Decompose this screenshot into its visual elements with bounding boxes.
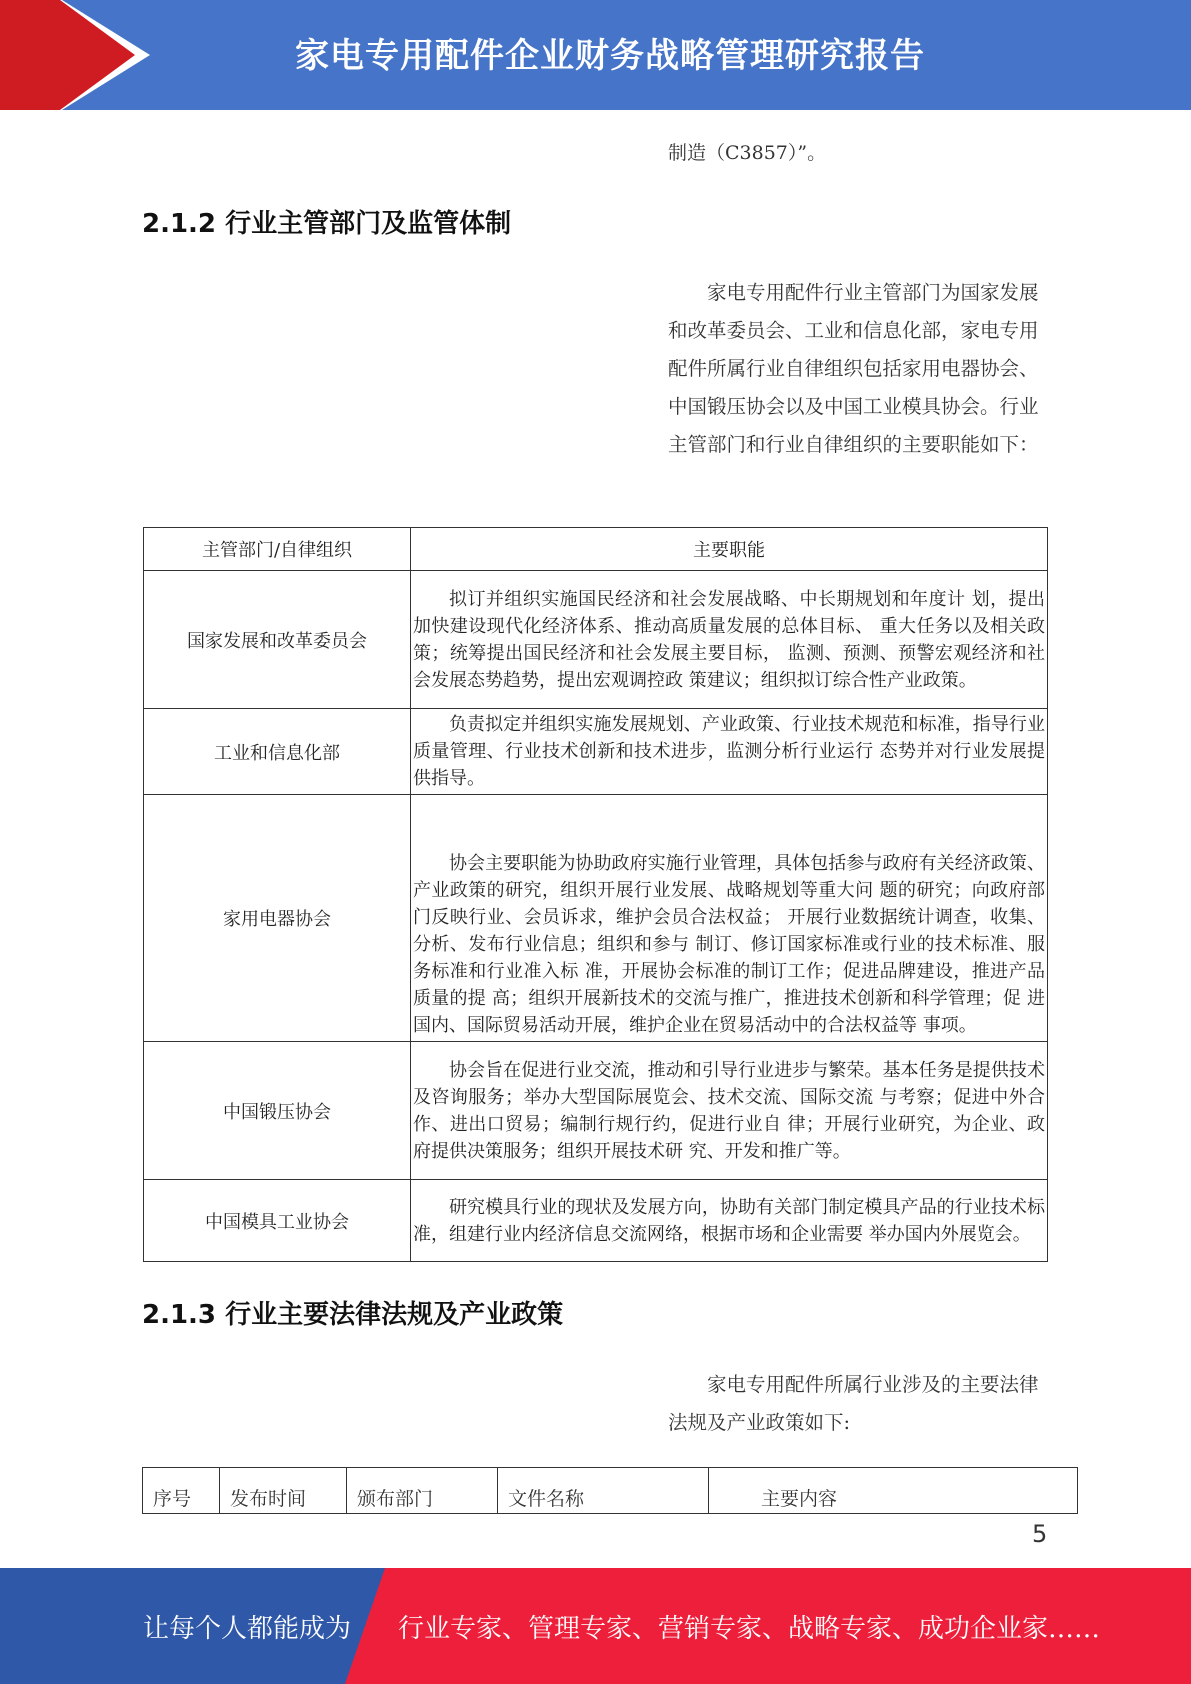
duty-cell: 负责拟定并组织实施发展规划、产业政策、行业技术规范和标准，指导行业质量管理、行业技术创新和技术进步，监测分析行业运行 态势并对行业发展提供指导。 xyxy=(411,709,1048,795)
page-footer xyxy=(0,1568,1191,1684)
section-2-1-2-paragraph: 家电专用配件行业主管部门为国家发展和改革委员会、工业和信息化部，家电专用配件所属行业自律组织包括家用电器协会、中国锻压协会以及中国工业模具协会。行业主管部门和行业自律组织的主要职能如下： xyxy=(668,281,1039,456)
table-row xyxy=(144,1042,1048,1180)
report-title: 家电专用配件企业财务战略管理研究报告 xyxy=(295,36,925,76)
footer-slogan-right: 行业专家、管理专家、营销专家、战略专家、成功企业家…… xyxy=(398,1614,1101,1644)
section-heading-2-1-3: 2.1.3 行业主要法律法规及产业政策 xyxy=(142,1300,564,1330)
org-cell: 中国模具工业协会 xyxy=(144,1180,411,1262)
table-header-row xyxy=(143,1468,1078,1514)
table-header-row xyxy=(144,528,1048,571)
column-header-duty: 主要职能 xyxy=(411,528,1048,571)
table-row xyxy=(144,709,1048,795)
duties-table xyxy=(143,527,1048,1262)
continuation-text: 制造（C3857）”。 xyxy=(668,142,827,164)
footer-slogan-left: 让每个人都能成为 xyxy=(143,1614,352,1644)
org-cell: 工业和信息化部 xyxy=(144,709,411,795)
page-number: 5 xyxy=(1032,1520,1048,1548)
page-header xyxy=(0,0,1191,110)
duty-cell: 研究模具行业的现状及发展方向，协助有关部门制定模具产品的行业技术标准，组建行业内经济信息交流网络，根据市场和企业需要 举办国内外展览会。 xyxy=(411,1180,1048,1262)
column-header-date: 发布时间 xyxy=(220,1468,347,1514)
table-row xyxy=(144,795,1048,1042)
org-cell: 国家发展和改革委员会 xyxy=(144,571,411,709)
column-header-index: 序号 xyxy=(143,1468,220,1514)
section-heading-2-1-2: 2.1.2 行业主管部门及监管体制 xyxy=(142,209,512,239)
column-header-content: 主要内容 xyxy=(709,1468,1078,1514)
section-2-1-3-paragraph: 家电专用配件所属行业涉及的主要法律法规及产业政策如下: xyxy=(668,1373,1039,1434)
column-header-org: 主管部门/自律组织 xyxy=(144,528,411,571)
laws-table xyxy=(142,1467,1078,1514)
column-header-department: 颁布部门 xyxy=(347,1468,498,1514)
duty-cell: 协会主要职能为协助政府实施行业管理，具体包括参与政府有关经济政策、产业政策的研究，组织开展行业发展、战略规划等重大问 题的研究；向政府部门反映行业、会员诉求，维护会员合法权益； 开展行业数据统计调查，收集、分析、发布行业信息；组织和参与 制订、修订国家标准或行业的技术标准、服务标准和行业准入标 准，开展协会标准的制订工作；促进品牌建设，推进产品质量的提 高；组织开展新技术的交流与推广，推进技术创新和科学管理；促 进国内、国际贸易活动开展，维护企业在贸易活动中的合法权益等 事项。 xyxy=(411,795,1048,1042)
column-header-document: 文件名称 xyxy=(498,1468,709,1514)
org-cell: 家用电器协会 xyxy=(144,795,411,1042)
table-row xyxy=(144,571,1048,709)
duty-cell: 协会旨在促进行业交流，推动和引导行业进步与繁荣。基本任务是提供技术及咨询服务；举办大型国际展览会、技术交流、国际交流 与考察；促进中外合作、进出口贸易；编制行规行约，促进行业自 律；开展行业研究，为企业、政府提供决策服务；组织开展技术研 究、开发和推广等。 xyxy=(411,1042,1048,1180)
header-chevron-red xyxy=(0,0,135,110)
org-cell: 中国锻压协会 xyxy=(144,1042,411,1180)
duty-cell: 拟订并组织实施国民经济和社会发展战略、中长期规划和年度计 划，提出加快建设现代化经济体系、推动高质量发展的总体目标、 重大任务以及相关政策；统筹提出国民经济和社会发展主要目标， 监测、预测、预警宏观经济和社会发展态势趋势，提出宏观调控政 策建议；组织拟订综合性产业政策。 xyxy=(411,571,1048,709)
table-row xyxy=(144,1180,1048,1262)
